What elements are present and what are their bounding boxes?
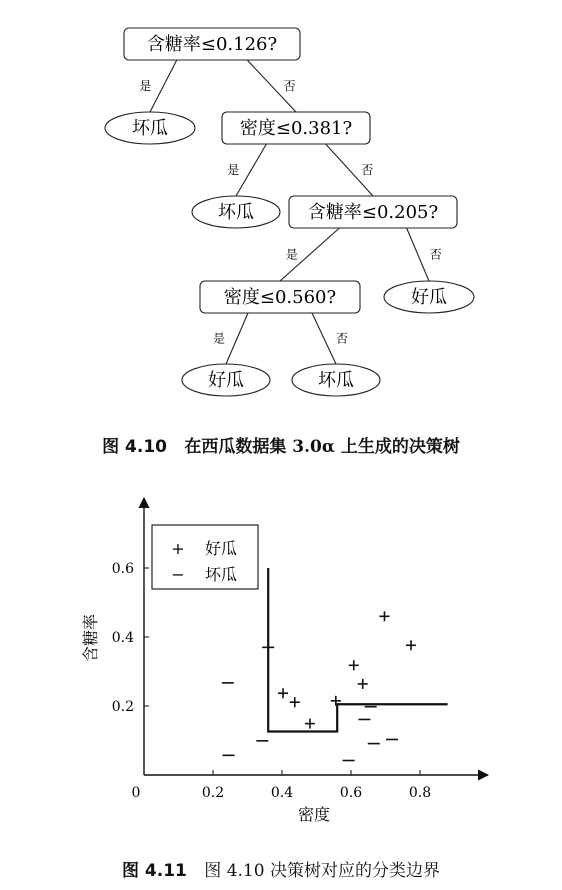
figure-4-11-caption — [0, 856, 562, 881]
tree-test-label: 含糖率≤0.205? — [307, 202, 439, 223]
x-tick-label: 0.8 — [408, 785, 432, 801]
figure-4-10-text: 在西瓜数据集 3.0α 上生成的决策树 — [184, 437, 460, 457]
origin-label: 0 — [131, 785, 141, 801]
legend-label: 坏瓜 — [205, 565, 238, 584]
tree-leaf-label: 坏瓜 — [132, 118, 168, 139]
good-melon-point — [358, 679, 368, 689]
tree-leaf-label: 坏瓜 — [318, 370, 354, 391]
tree-edge-label: 否 — [335, 331, 349, 346]
classification-boundary-chart — [0, 490, 562, 830]
decision-tree — [0, 0, 562, 420]
tree-edge-label: 是 — [212, 331, 226, 346]
good-melon-point — [305, 719, 315, 729]
tree-leaf-label: 好瓜 — [208, 370, 244, 391]
tree-edge-label: 否 — [283, 79, 296, 93]
good-melon-point — [278, 688, 288, 698]
tree-edge — [312, 313, 336, 364]
figure-4-11-number: 图 4.11 — [122, 861, 187, 881]
y-tick-label: 0.6 — [111, 561, 134, 577]
x-axis-title: 密度 — [297, 805, 331, 824]
tree-edge-label: 是 — [285, 247, 298, 262]
tree-test-label: 含糖率≤0.126? — [146, 34, 278, 55]
y-axis-title: 含糖率 — [81, 613, 100, 663]
good-melon-point — [406, 640, 416, 650]
x-tick-label: 0.6 — [339, 785, 363, 801]
tree-edge — [226, 313, 248, 364]
y-tick-label: 0.2 — [111, 699, 134, 715]
figure-4-10-number: 图 4.10 — [102, 437, 167, 457]
tree-edge — [236, 144, 266, 196]
x-tick-label: 0.4 — [270, 785, 294, 801]
y-tick-label: 0.4 — [111, 630, 134, 646]
x-tick-label: 0.2 — [201, 785, 225, 801]
tree-edge-label: 是 — [227, 163, 240, 177]
good-melon-point — [290, 697, 300, 707]
legend-minus-marker: − — [171, 565, 185, 584]
tree-edge-label: 否 — [429, 247, 442, 262]
tree-test-label: 密度≤0.560? — [223, 287, 337, 308]
legend-plus-marker: + — [171, 539, 185, 558]
good-melon-point — [379, 611, 389, 621]
figure-4-11-text: 图 4.10 决策树对应的分类边界 — [204, 861, 440, 881]
tree-leaf-label: 坏瓜 — [218, 202, 254, 223]
good-melon-point — [349, 660, 359, 670]
tree-edge-label: 是 — [139, 79, 152, 93]
tree-test-label: 密度≤0.381? — [239, 118, 353, 139]
legend-label: 好瓜 — [205, 539, 238, 558]
tree-edge-label: 否 — [361, 163, 374, 177]
figure-4-10-caption — [0, 432, 562, 457]
tree-edge — [150, 60, 177, 112]
tree-leaf-label: 好瓜 — [411, 287, 447, 308]
tree-edge — [407, 228, 429, 281]
